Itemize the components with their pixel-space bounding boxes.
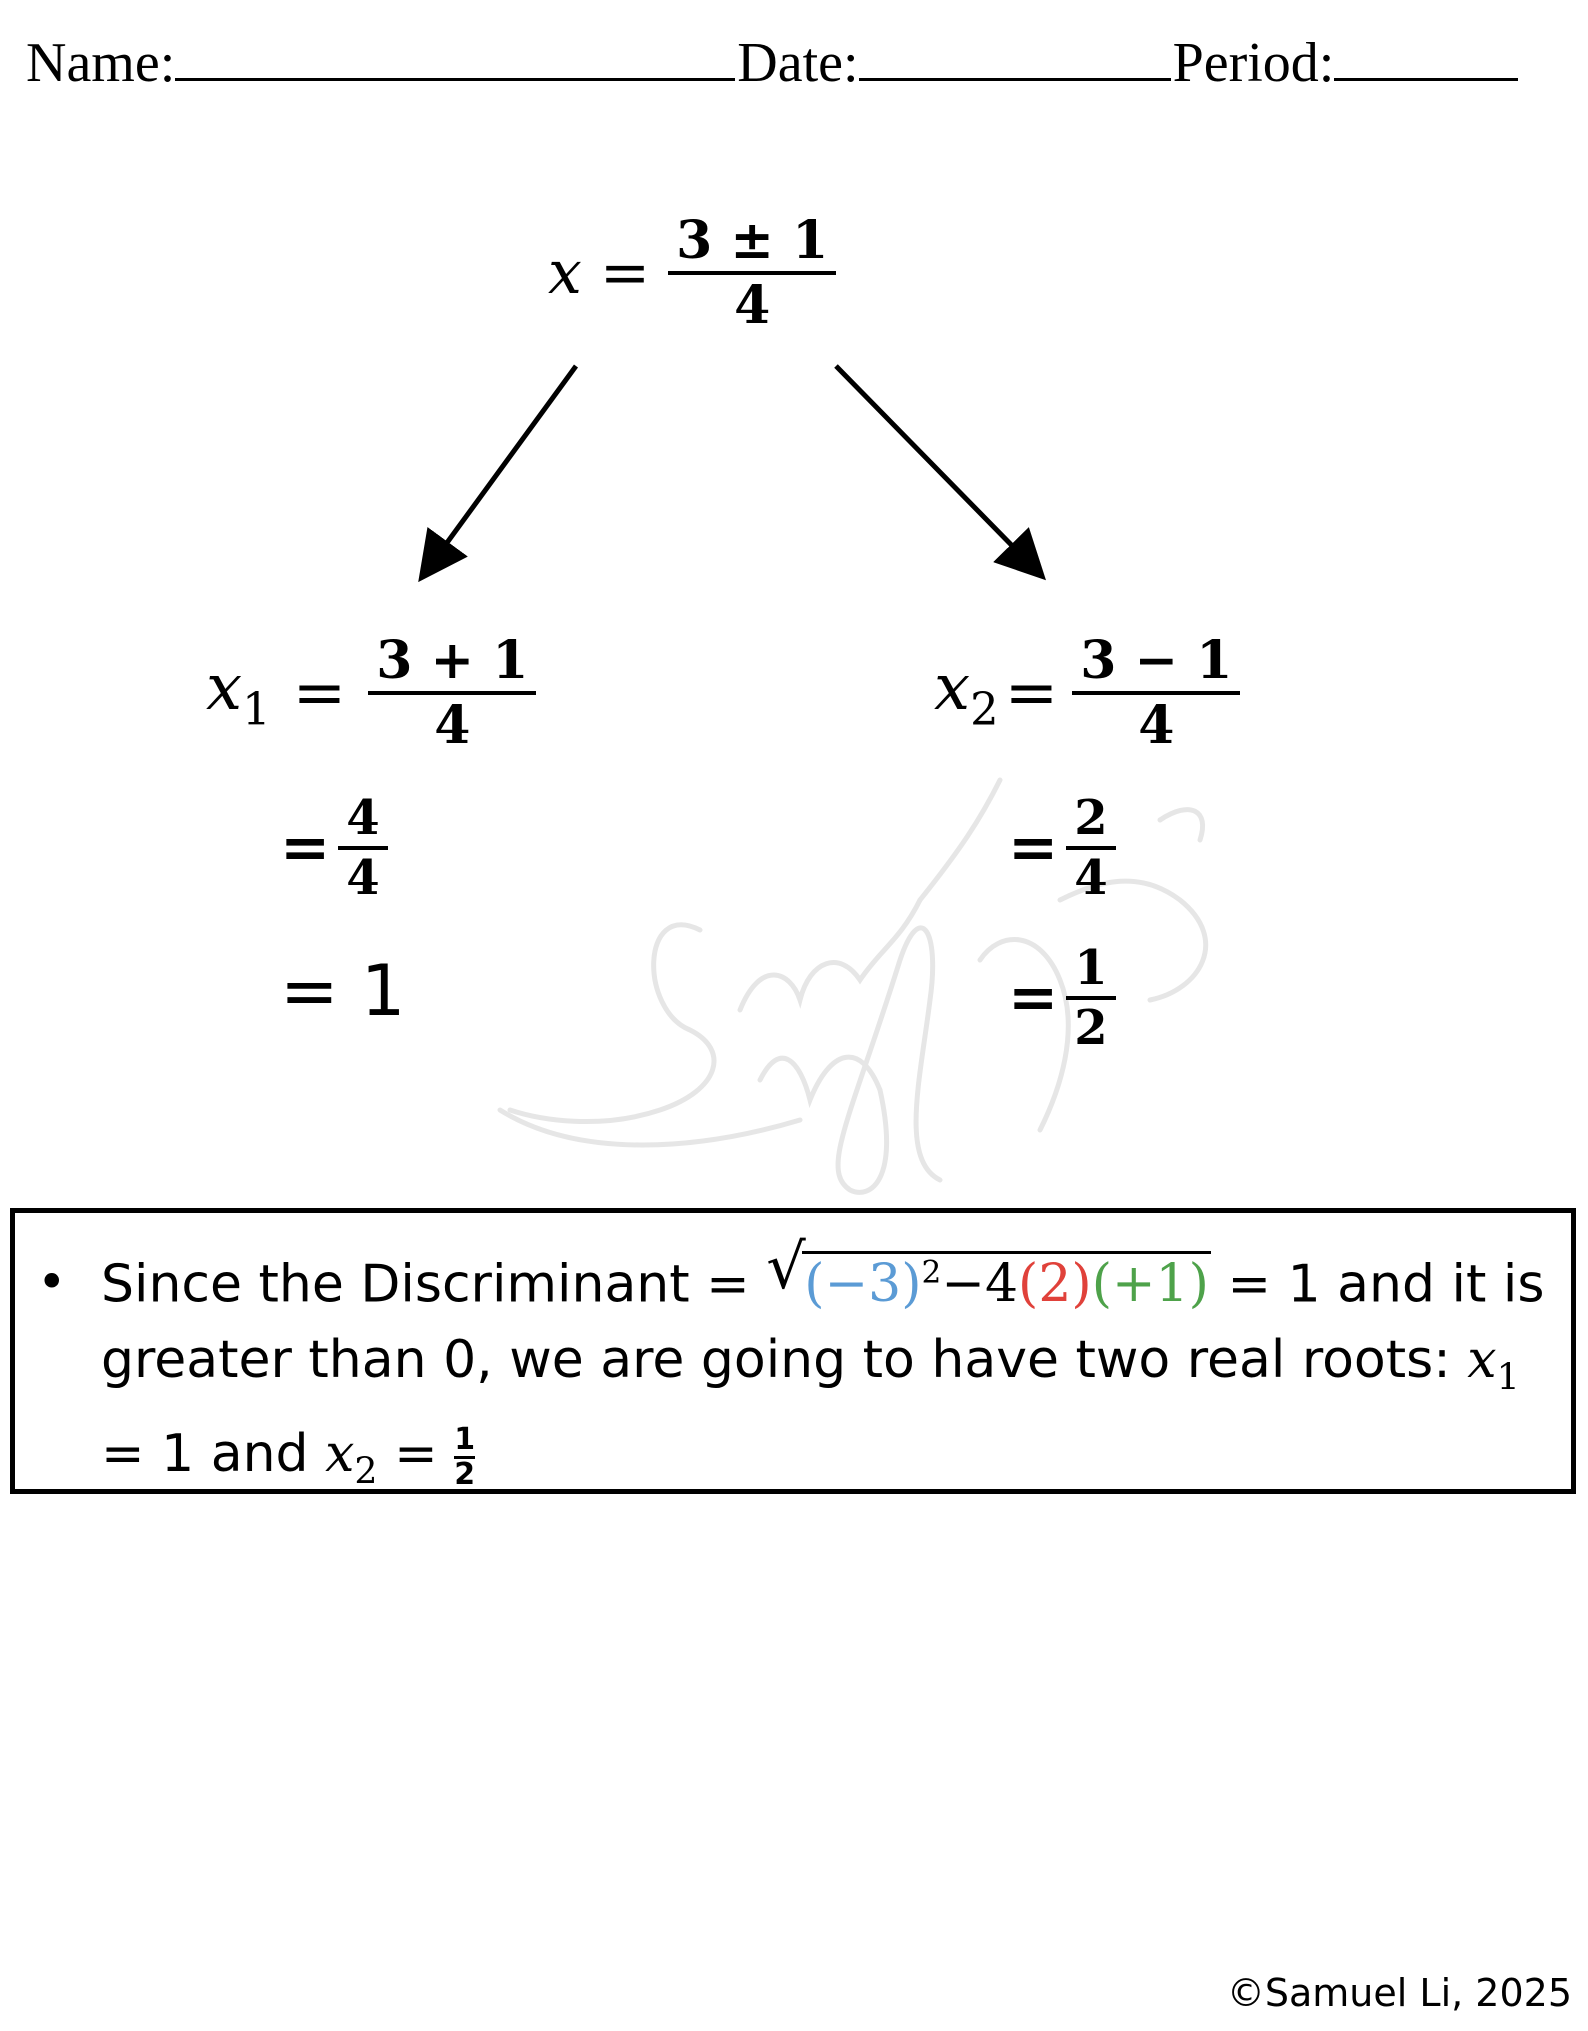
root-x2-numerator: 1 (454, 1421, 476, 1457)
right-step3-numerator: 1 (1074, 940, 1108, 996)
variable-x: x (548, 238, 582, 308)
equals-sign: = (599, 238, 651, 308)
right-step2-fraction (1066, 790, 1115, 906)
left-step2 (280, 790, 388, 906)
radical-sign-icon: √ (766, 1230, 806, 1303)
right-step2-denominator: 4 (1074, 850, 1108, 906)
copyright-footer: ©Samuel Li, 2025 (1226, 1971, 1572, 2015)
right-branch-equation (934, 630, 1240, 756)
right-step2 (1008, 790, 1116, 906)
equals-sign: = (1008, 813, 1059, 883)
x1-subscript: 1 (1496, 1356, 1520, 1400)
root-x2 (325, 1424, 378, 1493)
minus-four: −4 (941, 1254, 1019, 1315)
x2-subscript: 2 (354, 1449, 378, 1493)
right-arrow (836, 366, 1032, 566)
right-denominator: 4 (1138, 695, 1175, 756)
left-step2-fraction (338, 790, 387, 906)
exponent: 2 (921, 1255, 942, 1291)
right-numerator: 3 − 1 (1080, 630, 1233, 691)
summary-box (10, 1208, 1576, 1494)
right-step3-denominator: 2 (1074, 1000, 1108, 1056)
x2-subscript: 2 (970, 682, 999, 736)
left-fraction (368, 630, 536, 756)
root-x1-value: = 1 (101, 1424, 195, 1485)
top-numerator: 3 ± 1 (676, 210, 829, 271)
right-step2-numerator: 2 (1074, 790, 1108, 846)
right-step3-fraction (1066, 940, 1115, 1056)
top-denominator: 4 (734, 275, 771, 336)
term-a: (−3) (804, 1254, 922, 1315)
root-x2-fraction (454, 1421, 476, 1492)
branch-arrows (0, 0, 1588, 700)
variable-x1 (206, 651, 271, 736)
left-numerator: 3 + 1 (376, 630, 529, 691)
left-step2-numerator: 4 (346, 790, 380, 846)
variable-x2 (934, 651, 999, 736)
bullet: • (37, 1253, 67, 1311)
equals-sign: = (292, 656, 347, 730)
equals-sign: = (1008, 963, 1059, 1033)
equals-sign: = (280, 813, 331, 883)
left-step2-denominator: 4 (346, 850, 380, 906)
left-step3: = 1 (280, 950, 406, 1032)
term-b: (2) (1018, 1254, 1092, 1315)
left-arrow (430, 366, 576, 566)
x1-letter: x (1467, 1330, 1497, 1391)
discriminant-sqrt (766, 1230, 1211, 1322)
root-x2-denominator: 2 (454, 1456, 476, 1492)
root-x2-equals: = (394, 1424, 438, 1485)
left-denominator: 4 (434, 695, 471, 756)
summary-part1: Since the Discriminant = (101, 1254, 750, 1315)
x1-letter: x (206, 650, 243, 725)
period-label: Period: (1172, 32, 1335, 94)
left-branch-equation (206, 630, 536, 756)
term-c: (+1) (1091, 1254, 1209, 1315)
summary-text (101, 1230, 1571, 1510)
summary-part2: = 1 and it is greater than 0, we are going to have two real roots: (101, 1254, 1545, 1391)
and-word: and (210, 1424, 309, 1485)
radicand (802, 1251, 1211, 1314)
x2-letter: x (934, 650, 971, 725)
right-fraction (1072, 630, 1240, 756)
date-label: Date: (737, 32, 859, 94)
right-step3 (1008, 940, 1116, 1056)
root-x1 (1467, 1330, 1520, 1400)
x2-letter: x (325, 1424, 355, 1485)
name-label: Name: (26, 32, 176, 94)
x1-subscript: 1 (242, 682, 271, 736)
equals-sign: = (1004, 656, 1059, 730)
